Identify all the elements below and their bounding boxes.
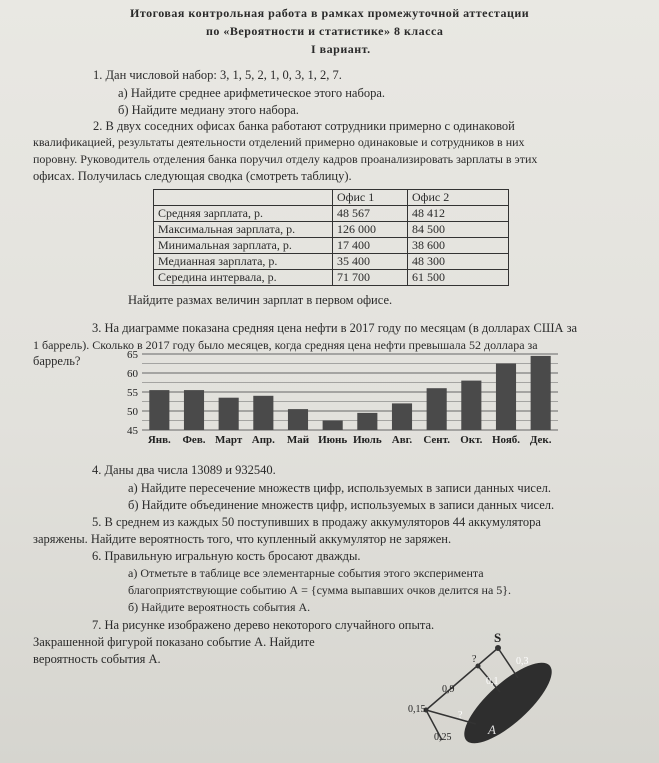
task3-line2: 1 баррель). Сколько в 2017 году было месяцев, когда средняя цена нефти превышала 52 доллара за [33, 338, 538, 352]
x-tick-label: Дек. [529, 434, 552, 446]
chart-grid [142, 354, 558, 430]
task6-text: 6. Правильную игральную кость бросают дважды. [92, 549, 361, 563]
chart-y-ticks [127, 349, 139, 437]
chart-bar [253, 396, 273, 430]
chart-bar [461, 381, 481, 430]
header-variant: I вариант. [311, 42, 371, 56]
task2-line2: квалификацией, результаты деятельности отделений примерно одинаковые и сотрудников в них [33, 135, 525, 149]
salary-table [153, 189, 509, 286]
table-cell: 61 500 [408, 270, 509, 286]
task1-text: 1. Дан числовой набор: 3, 1, 5, 2, 1, 0, 3, 1, 2, 7. [93, 68, 342, 82]
task2-line3: поровну. Руководитель отделения банка поручил отделу кадров проанализировать зарплаты в этих [33, 152, 538, 166]
task5-line2: заряжены. Найдите вероятность того, что купленный аккумулятор не заряжен. [33, 532, 452, 546]
task4-b: б) Найдите объединение множеств цифр, используемых в записи данных чисел. [128, 498, 555, 512]
x-tick-label: Нояб. [491, 434, 521, 446]
tree-root-label: S [494, 630, 502, 645]
table-row [154, 238, 509, 254]
tree-label: ? [472, 654, 477, 665]
x-tick-label: Июнь [318, 434, 348, 446]
y-tick-label: 60 [127, 368, 138, 380]
chart-bar [427, 388, 447, 430]
event-a-shape [453, 651, 563, 756]
table-cell: Медианная зарплата, р. [154, 254, 333, 270]
table-cell: 48 412 [408, 206, 509, 222]
task1-b: б) Найдите медиану этого набора. [118, 103, 299, 117]
table-cell: Середина интервала, р. [154, 270, 333, 286]
chart-bar [357, 413, 377, 430]
tree-label: 0,3 [516, 656, 529, 667]
task2-line4: офисах. Получилась следующая сводка (смотреть таблицу). [33, 169, 352, 183]
task7-q1: Закрашенной фигурой показано событие А. Найдите [33, 635, 315, 649]
table-header-cell: Офис 2 [408, 190, 509, 206]
x-tick-label: Апр. [251, 434, 275, 446]
table-header-cell: Офис 1 [333, 190, 408, 206]
chart-bar [219, 398, 239, 430]
y-tick-label: 65 [127, 349, 138, 361]
x-tick-label: Сент. [423, 434, 450, 446]
tree-label: 0,15 [408, 704, 426, 715]
task4-a: а) Найдите пересечение множеств цифр, используемых в записи данных чисел. [128, 481, 552, 495]
table-cell: 35 400 [333, 254, 408, 270]
tree-edge [498, 648, 518, 678]
chart-bar [149, 390, 169, 430]
chart-bars [149, 356, 550, 430]
table-cell: Средняя зарплата, р. [154, 206, 333, 222]
chart-bar [496, 364, 516, 431]
probability-tree [390, 630, 580, 760]
x-tick-label: Янв. [147, 434, 171, 446]
table-cell: Минимальная зарплата, р. [154, 238, 333, 254]
task3-line3: баррель? [33, 354, 81, 368]
table-header-cell [154, 190, 333, 206]
x-tick-label: Фев. [182, 434, 206, 446]
table-row [154, 206, 509, 222]
task2-question: Найдите размах величин зарплат в первом офисе. [128, 293, 393, 307]
table-cell: 17 400 [333, 238, 408, 254]
table-row [154, 270, 509, 286]
chart-bar [531, 356, 551, 430]
header-title: Итоговая контрольная работа в рамках промежуточной аттестации [130, 6, 530, 20]
tree-label: ? [458, 710, 463, 721]
x-tick-label: Июль [352, 434, 382, 446]
tree-label: 0,9 [442, 684, 455, 695]
x-tick-label: Окт. [460, 434, 483, 446]
task3-line1: 3. На диаграмме показана средняя цена нефти в 2017 году по месяцам (в долларах США за [92, 321, 578, 335]
task2-line1: 2. В двух соседних офисах банка работают сотрудники примерно с одинаковой [93, 119, 515, 133]
tree-label: 0,25 [434, 732, 452, 743]
task6-a1: а) Отметьте в таблице все элементарные события этого эксперимента [128, 566, 484, 580]
table-cell: 48 567 [333, 206, 408, 222]
table-cell: 126 000 [333, 222, 408, 238]
table-row [154, 254, 509, 270]
chart-bar [288, 409, 308, 430]
chart-bar [184, 390, 204, 430]
task7-text: 7. На рисунке изображено дерево некоторого случайного опыта. [92, 618, 435, 632]
tree-edge [426, 710, 476, 724]
oil-price-chart [106, 348, 566, 448]
chart-x-ticks [148, 434, 552, 446]
x-tick-label: Авг. [391, 434, 413, 446]
task6-b: б) Найдите вероятность события А. [128, 600, 311, 614]
x-tick-label: Март [215, 434, 243, 446]
chart-bar [323, 421, 343, 431]
table-cell: Максимальная зарплата, р. [154, 222, 333, 238]
table-cell: 84 500 [408, 222, 509, 238]
header-subject: по «Вероятности и статистике» 8 класса [206, 24, 444, 38]
y-tick-label: 45 [127, 425, 138, 437]
table-header-row [154, 190, 509, 206]
table-cell: 38 600 [408, 238, 509, 254]
tree-label: 0,1 [486, 676, 499, 687]
event-a-label: A [488, 722, 496, 737]
y-tick-label: 50 [127, 406, 138, 418]
chart-bar [392, 403, 412, 430]
tree-node [495, 645, 501, 651]
task6-a2: благоприятствующие событию А = {сумма выпавших очков делится на 5}. [128, 583, 512, 597]
task5-line1: 5. В среднем из каждых 50 поступивших в продажу аккумуляторов 44 аккумулятора [92, 515, 541, 529]
table-cell: 48 300 [408, 254, 509, 270]
table-row [154, 222, 509, 238]
task1-a: а) Найдите среднее арифметическое этого набора. [118, 86, 386, 100]
task4-text: 4. Даны два числа 13089 и 932540. [92, 463, 276, 477]
table-cell: 71 700 [333, 270, 408, 286]
x-tick-label: Май [286, 434, 310, 446]
task7-q2: вероятность события А. [33, 652, 161, 666]
y-tick-label: 55 [127, 387, 138, 399]
